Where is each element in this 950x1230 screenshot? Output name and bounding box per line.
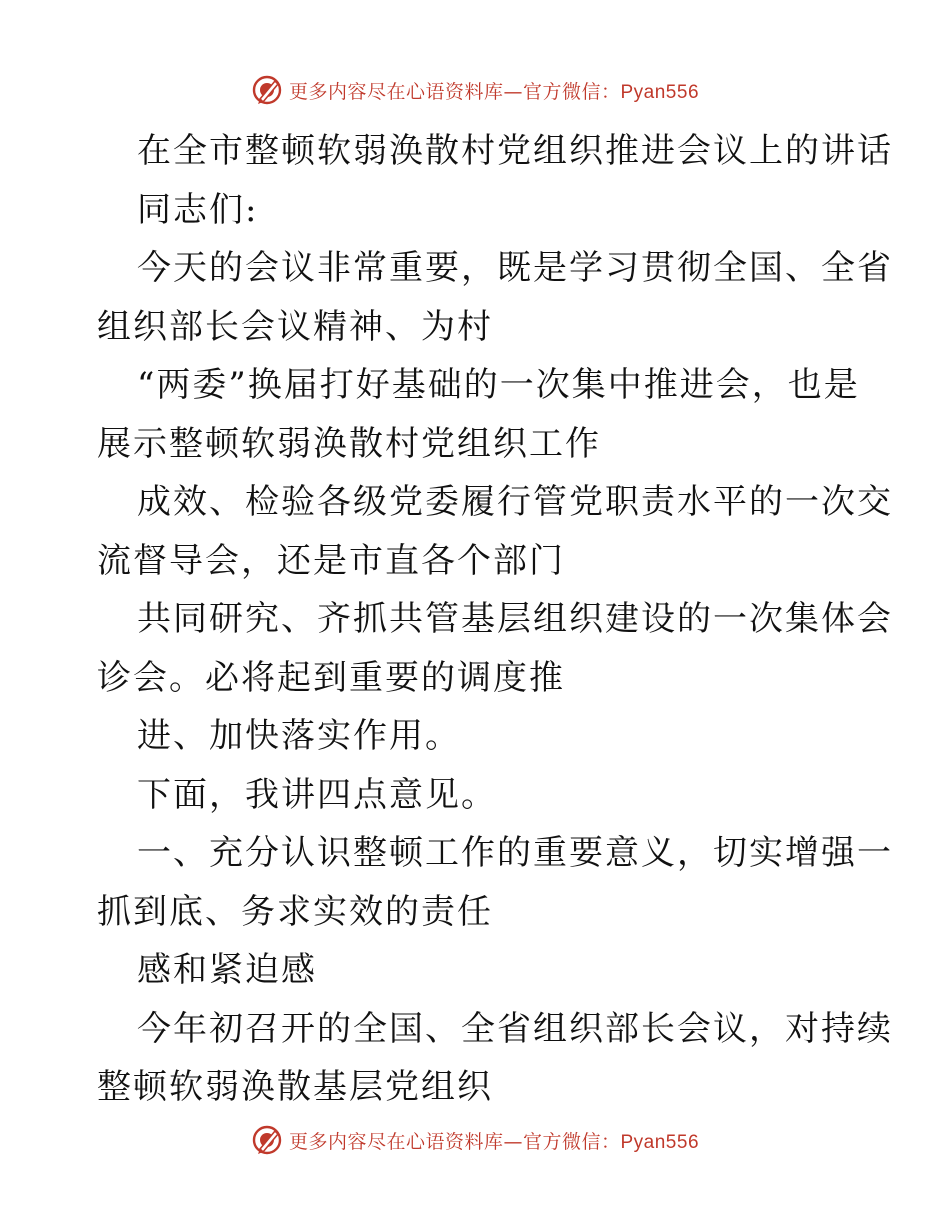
text-line: 感和紧迫感 [137,950,317,990]
pen-logo-icon [251,74,283,106]
watermark-wechat-label: 官方微信： [522,80,621,103]
watermark-main: 更多内容尽在心语资料库 [288,80,504,103]
text-line: 共同研究、齐抓共管基层组织建设的一次集体会 [137,599,893,639]
watermark-footer [0,1120,950,1160]
text-line: “两委”换届打好基础的一次集中推进会，也是 [137,365,860,405]
text-line: 今年初召开的全国、全省组织部长会议，对持续 [137,1008,893,1049]
document-body [97,122,893,1117]
watermark-footer-inner [251,1124,699,1156]
text-line: 诊会。必将起到重要的调度推 [97,657,565,698]
text-line: 一、充分认识整顿工作的重要意义，切实增强一 [137,833,893,873]
text-line: 流督导会，还是市直各个部门 [97,540,565,581]
text-line: 同志们: [137,189,259,230]
text-line: 成效、检验各级党委履行管党职责水平的一次交 [137,482,893,522]
text-line: 组织部长会议精神、为村 [97,306,493,347]
watermark-header [0,70,950,110]
watermark-separator: — [503,80,523,103]
watermark-wechat-label: 官方微信： [522,1130,621,1153]
watermark-text [289,77,699,104]
text-line: 抓到底、务求实效的责任 [97,891,493,932]
watermark-header-inner [251,74,699,106]
text-line: 今天的会议非常重要，既是学习贯彻全国、全省 [137,248,893,288]
watermark-text [289,1127,699,1154]
text-line: 在全市整顿软弱涣散村党组织推进会议上的讲话 [137,131,893,171]
watermark-separator: — [503,1130,523,1153]
watermark-wechat-id: Pyan556 [620,1131,700,1153]
text-line: 展示整顿软弱涣散村党组织工作 [97,423,601,464]
text-line: 进、加快落实作用。 [137,716,461,756]
watermark-wechat-id: Pyan556 [620,81,700,103]
pen-logo-icon [251,1124,283,1156]
text-line: 下面，我讲四点意见。 [137,774,497,815]
watermark-main: 更多内容尽在心语资料库 [288,1130,504,1153]
text-line: 整顿软弱涣散基层党组织 [97,1067,493,1107]
